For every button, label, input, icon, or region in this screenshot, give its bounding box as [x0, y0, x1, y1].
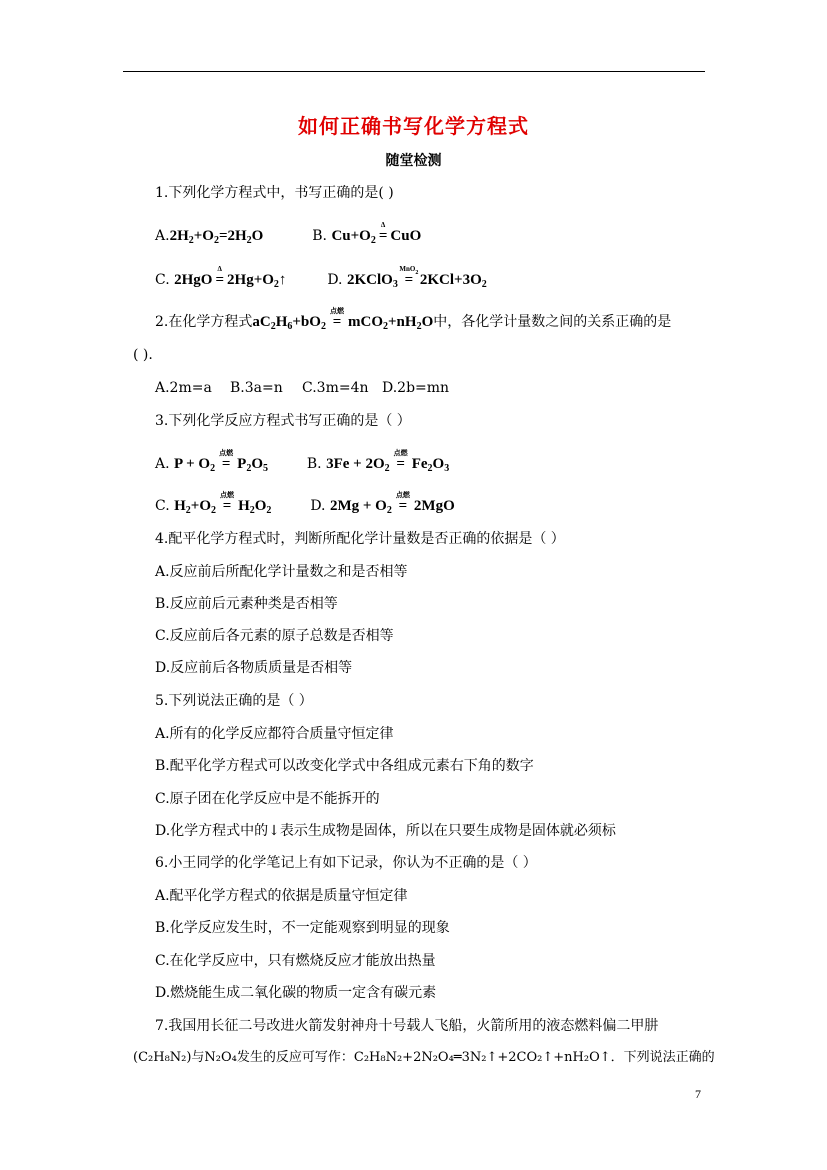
question-3-stem: 3.下列化学反应方程式书写正确的是（ ） [155, 413, 411, 429]
question-2-options [155, 378, 449, 398]
question-2-stem-line2: ( ). [133, 347, 153, 363]
question-5-option-b: B.配平化学方程式可以改变化学式中各组成元素右下角的数字 [155, 758, 534, 774]
question-4-option-b: B.反应前后元素种类是否相等 [155, 596, 338, 612]
option-a-equation: $2H_2+O_2=2H_2O$ [169, 228, 264, 246]
question-3-row-ab [155, 449, 450, 474]
option-d-equation: 2KClO$_3$ = MnO$_2$ $2KCl+3O_2$ [346, 265, 487, 290]
question-1-row-cd [155, 265, 487, 290]
option-d: D.2b=mn [382, 380, 450, 396]
header-rule [123, 71, 705, 72]
section-subtitle: 随堂检测 [385, 153, 442, 169]
option-b-label: B. [306, 456, 322, 472]
option-a-label: A. [155, 456, 170, 472]
option-a-label: A. [155, 228, 170, 244]
question-1-stem: 1.下列化学方程式中，书写正确的是( ) [155, 185, 394, 201]
option-b-equation: $Cu+O_2$ = Δ CuO [331, 221, 422, 246]
question-3-row-cd [155, 491, 455, 516]
option-b-label: B. [312, 228, 327, 244]
question-7-stem-line2: (C₂H₈N₂)与N₂O₄发生的反应可写作：C₂H₈N₂+2N₂O₄═3N₂↑+2CO₂↑+nH₂O↑．下列说法正确的 [133, 1050, 715, 1065]
option-c-equation: $H_2+O_2$ = 点燃 $H_2O_2$ [174, 491, 272, 516]
option-d-label: D. [310, 498, 326, 514]
question-2-equation: $aC_2H_6+bO_2$ = 点燃 $mCO_2+nH_2O$ [252, 307, 434, 332]
question-5-option-d: D.化学方程式中的↓表示生成物是固体，所以在只要生成物是固体就必须标 [155, 823, 616, 839]
question-6-option-c: C.在化学反应中，只有燃烧反应才能放出热量 [155, 953, 436, 969]
option-c: C.3m=4n [302, 380, 369, 396]
question-7-stem: 7.我国用长征二号改进火箭发射神舟十号载人飞船，火箭所用的液态燃料偏二甲肼 [155, 1018, 659, 1034]
option-c-label: C. [155, 498, 170, 514]
question-5-option-a: A.所有的化学反应都符合质量守恒定律 [155, 726, 394, 742]
option-d-label: D. [327, 272, 343, 288]
question-1-row-ab [155, 221, 422, 246]
option-c-label: C. [155, 272, 170, 288]
question-4-stem: 4.配平化学方程式时，判断所配化学计量数是否正确的依据是（ ） [155, 531, 565, 547]
question-5-stem: 5.下列说法正确的是（ ） [155, 693, 313, 709]
question-4-option-a: A.反应前后所配化学计量数之和是否相等 [155, 564, 408, 580]
question-2-stem: 2.在化学方程式$aC_2H_6+bO_2$ = 点燃 $mCO_2+nH_2O$中，各化学计量数之间的关系正确的是 [155, 307, 672, 332]
question-6-option-d: D.燃烧能生成二氧化碳的物质一定含有碳元素 [155, 985, 437, 1001]
option-b: B.3a=n [230, 380, 283, 396]
page-title: 如何正确书写化学方程式 [298, 114, 529, 138]
page-number: 7 [695, 1087, 701, 1101]
question-6-stem: 6.小王同学的化学笔记上有如下记录，你认为不正确的是（ ） [155, 855, 537, 871]
option-b-equation: $3Fe + 2O_2$ = 点燃 $Fe_2O_3$ [326, 449, 450, 474]
question-6-option-b: B.化学反应发生时，不一定能观察到明显的现象 [155, 920, 450, 936]
option-d-equation: $2Mg + O_2$ = 点燃 2MgO [329, 491, 455, 516]
question-4-option-c: C.反应前后各元素的原子总数是否相等 [155, 628, 394, 644]
option-a: A.2m=a [155, 380, 212, 396]
option-c-equation: 2HgO = Δ $2Hg+O_2↑$ [174, 265, 287, 290]
question-4-option-d: D.反应前后各物质质量是否相等 [155, 660, 353, 676]
option-a-equation: $P + O_2$ = 点燃 $P_2O_5$ [174, 449, 268, 474]
question-5-option-c: C.原子团在化学反应中是不能拆开的 [155, 791, 380, 807]
question-6-option-a: A.配平化学方程式的依据是质量守恒定律 [155, 888, 408, 904]
